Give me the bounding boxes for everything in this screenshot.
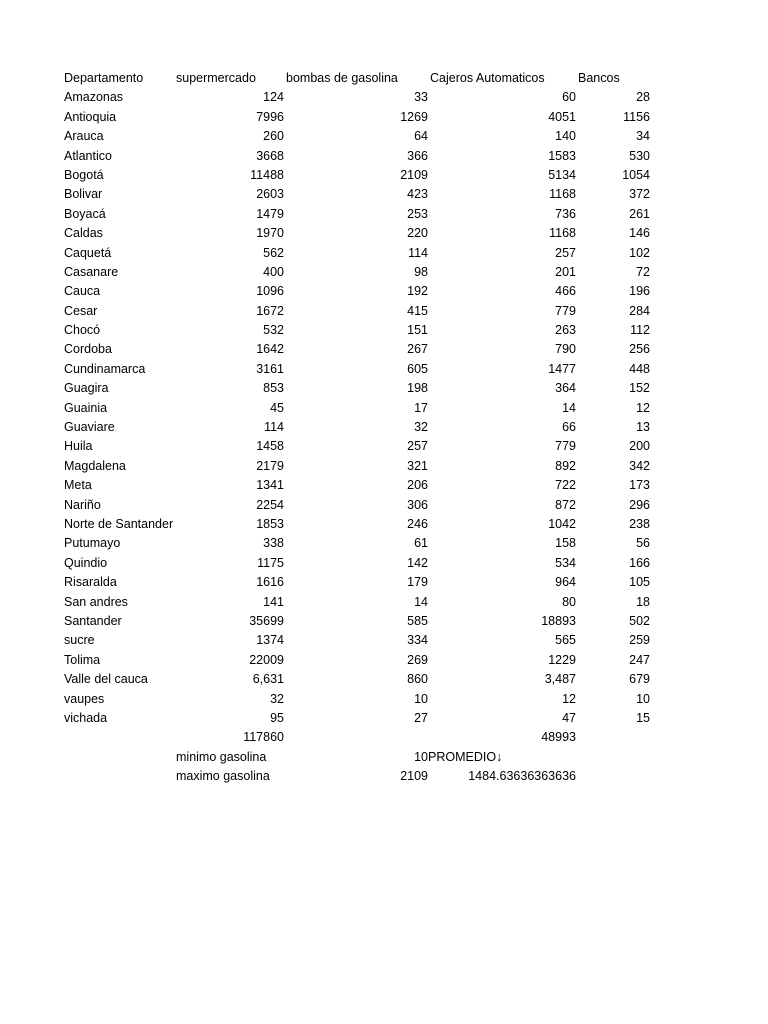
table-row (64, 263, 664, 282)
promedio-value: 1484.63636363636 (468, 769, 576, 784)
cell-bombas: 27 (414, 710, 428, 725)
cell-bancos: 247 (629, 652, 650, 667)
table-row (64, 185, 664, 204)
cell-departamento: Cordoba (64, 342, 112, 357)
cell-bombas: 114 (408, 245, 428, 260)
cell-bancos: 1156 (623, 109, 650, 124)
cell-bombas: 198 (407, 381, 428, 396)
cell-bancos: 13 (636, 420, 650, 435)
cell-bancos: 372 (629, 187, 650, 202)
cell-bombas: 64 (414, 129, 428, 144)
cell-departamento: Boyacá (64, 206, 106, 221)
cell-bombas: 2109 (400, 167, 428, 182)
table-row (64, 651, 664, 670)
max-value: 2109 (400, 769, 428, 784)
cell-bombas: 267 (407, 342, 428, 357)
cell-cajeros: 1583 (548, 148, 576, 163)
cell-departamento: Bogotá (64, 167, 104, 182)
table-row (64, 127, 664, 146)
cell-bancos: 34 (636, 129, 650, 144)
cell-bombas: 366 (407, 148, 428, 163)
table-row (64, 670, 664, 689)
cell-cajeros: 722 (555, 478, 576, 493)
cell-bancos: 72 (636, 264, 650, 279)
cell-bancos: 1054 (622, 167, 650, 182)
cell-supermercado: 114 (264, 420, 284, 435)
cell-bombas: 33 (414, 90, 428, 105)
cell-supermercado: 3668 (256, 148, 284, 163)
cell-bancos: 10 (636, 691, 650, 706)
cell-bancos: 238 (629, 516, 650, 531)
cell-supermercado: 1616 (256, 575, 284, 590)
cell-departamento: Amazonas (64, 90, 124, 105)
cell-departamento: Norte de Santander (64, 516, 174, 531)
cell-bancos: 259 (629, 633, 650, 648)
cell-supermercado: 1479 (256, 206, 284, 221)
cell-departamento: sucre (64, 633, 95, 648)
cell-bancos: 146 (629, 226, 650, 241)
cell-departamento: Bolivar (64, 187, 103, 202)
cell-bancos: 502 (629, 613, 650, 628)
table-row (64, 399, 664, 418)
cell-departamento: Chocó (64, 323, 101, 338)
table-row (64, 515, 664, 534)
cell-cajeros: 1168 (549, 187, 576, 202)
cell-supermercado: 1458 (256, 439, 284, 454)
cell-cajeros: 14 (562, 400, 576, 415)
cell-supermercado: 45 (270, 400, 284, 415)
cell-bombas: 415 (407, 303, 428, 318)
cell-supermercado: 2603 (256, 187, 284, 202)
cell-bombas: 206 (407, 478, 428, 493)
cell-cajeros: 5134 (548, 167, 576, 182)
cell-bombas: 61 (414, 536, 428, 551)
table-row (64, 437, 664, 456)
cell-supermercado: 1374 (256, 633, 284, 648)
cell-cajeros: 892 (555, 458, 576, 473)
total-cajeros: 48993 (541, 730, 576, 745)
cell-cajeros: 18893 (541, 613, 576, 628)
cell-bancos: 196 (629, 284, 650, 299)
cell-supermercado: 1096 (256, 284, 284, 299)
min-row (64, 748, 664, 767)
cell-supermercado: 1175 (257, 555, 284, 570)
cell-supermercado: 260 (263, 129, 284, 144)
table-row (64, 457, 664, 476)
cell-departamento: Quindio (64, 555, 108, 570)
table-row (64, 476, 664, 495)
cell-departamento: Cundinamarca (64, 361, 146, 376)
cell-cajeros: 736 (555, 206, 576, 221)
cell-departamento: vaupes (64, 691, 105, 706)
cell-bancos: 112 (630, 323, 650, 338)
cell-cajeros: 60 (562, 90, 576, 105)
cell-supermercado: 95 (270, 710, 284, 725)
cell-bombas: 179 (407, 575, 428, 590)
cell-bombas: 1269 (400, 109, 428, 124)
cell-bancos: 256 (629, 342, 650, 357)
cell-supermercado: 853 (263, 381, 284, 396)
cell-departamento: Putumayo (64, 536, 121, 551)
cell-bombas: 220 (407, 226, 428, 241)
cell-bombas: 32 (414, 420, 428, 435)
total-supermercado: 117860 (243, 730, 284, 745)
cell-bombas: 151 (407, 323, 428, 338)
cell-cajeros: 257 (555, 245, 576, 260)
cell-departamento: Guaviare (64, 420, 115, 435)
cell-departamento: Guagira (64, 381, 109, 396)
cell-bombas: 269 (407, 652, 428, 667)
cell-bancos: 284 (629, 303, 650, 318)
cell-departamento: Caldas (64, 226, 103, 241)
cell-cajeros: 66 (562, 420, 576, 435)
cell-departamento: Valle del cauca (64, 672, 148, 687)
cell-supermercado: 141 (263, 594, 284, 609)
cell-bancos: 342 (629, 458, 650, 473)
table-body (64, 88, 664, 728)
cell-cajeros: 201 (555, 264, 576, 279)
table-row (64, 554, 664, 573)
cell-departamento: Tolima (64, 652, 101, 667)
cell-cajeros: 12 (562, 691, 576, 706)
cell-bancos: 105 (629, 575, 650, 590)
cell-bombas: 192 (407, 284, 428, 299)
cell-bombas: 10 (414, 691, 428, 706)
cell-departamento: Guainia (64, 400, 108, 415)
cell-departamento: Atlantico (64, 148, 112, 163)
header-departamento: Departamento (64, 71, 144, 85)
cell-bombas: 253 (407, 206, 428, 221)
table-row (64, 573, 664, 592)
cell-supermercado: 1853 (256, 516, 284, 531)
cell-supermercado: 1341 (256, 478, 284, 493)
header-supermercado: supermercado (176, 71, 256, 85)
cell-departamento: Risaralda (64, 575, 117, 590)
cell-supermercado: 338 (263, 536, 284, 551)
cell-supermercado: 124 (263, 90, 284, 105)
cell-cajeros: 263 (555, 323, 576, 338)
table-row (64, 593, 664, 612)
cell-departamento: Nariño (64, 497, 101, 512)
cell-cajeros: 47 (562, 710, 576, 725)
cell-bombas: 14 (414, 594, 428, 609)
cell-departamento: Santander (64, 613, 122, 628)
table-row (64, 205, 664, 224)
cell-cajeros: 466 (555, 284, 576, 299)
table-row (64, 418, 664, 437)
cell-bombas: 321 (407, 458, 428, 473)
cell-supermercado: 6,631 (252, 672, 284, 687)
cell-departamento: Casanare (64, 264, 119, 279)
cell-bancos: 173 (629, 478, 650, 493)
cell-bombas: 257 (407, 439, 428, 454)
cell-bombas: 860 (407, 672, 428, 687)
cell-bancos: 166 (629, 555, 650, 570)
cell-cajeros: 779 (555, 303, 576, 318)
cell-departamento: Antioquia (64, 109, 117, 124)
cell-bancos: 296 (629, 497, 650, 512)
table-row (64, 321, 664, 340)
table-row (64, 147, 664, 166)
cell-supermercado: 1970 (256, 226, 284, 241)
cell-cajeros: 80 (562, 594, 576, 609)
cell-supermercado: 32 (270, 691, 284, 706)
cell-departamento: Meta (64, 478, 92, 493)
cell-cajeros: 964 (555, 575, 576, 590)
header-bombas: bombas de gasolina (286, 71, 398, 85)
cell-cajeros: 565 (555, 633, 576, 648)
cell-cajeros: 1477 (548, 361, 576, 376)
cell-supermercado: 1672 (256, 303, 284, 318)
cell-supermercado: 400 (263, 264, 284, 279)
table-row (64, 282, 664, 301)
cell-bombas: 17 (414, 400, 428, 415)
cell-supermercado: 7996 (256, 109, 284, 124)
cell-bancos: 200 (629, 439, 650, 454)
table-row (64, 88, 664, 107)
cell-bancos: 152 (629, 381, 650, 396)
cell-supermercado: 22009 (249, 652, 284, 667)
table-row (64, 496, 664, 515)
max-label: maximo gasolina (176, 769, 270, 784)
table-row (64, 166, 664, 185)
cell-cajeros: 779 (555, 439, 576, 454)
cell-bombas: 423 (407, 187, 428, 202)
min-value: 10 (414, 749, 428, 764)
cell-bombas: 306 (407, 497, 428, 512)
cell-bancos: 679 (629, 672, 650, 687)
table-row (64, 224, 664, 243)
cell-departamento: Cesar (64, 303, 98, 318)
cell-departamento: San andres (64, 594, 128, 609)
cell-cajeros: 140 (555, 129, 576, 144)
promedio-label: PROMEDIO↓ (428, 749, 503, 764)
cell-cajeros: 4051 (548, 109, 576, 124)
table-row (64, 709, 664, 728)
cell-cajeros: 534 (555, 555, 576, 570)
cell-cajeros: 158 (555, 536, 576, 551)
cell-bombas: 246 (407, 516, 428, 531)
table-row (64, 534, 664, 553)
cell-supermercado: 3161 (256, 361, 284, 376)
cell-bombas: 585 (407, 613, 428, 628)
table-row (64, 690, 664, 709)
cell-cajeros: 1168 (549, 226, 576, 241)
cell-bombas: 98 (414, 264, 428, 279)
cell-bancos: 530 (629, 148, 650, 163)
cell-bombas: 334 (407, 633, 428, 648)
cell-cajeros: 1229 (548, 652, 576, 667)
totals-row (64, 728, 664, 747)
cell-departamento: Cauca (64, 284, 101, 299)
cell-departamento: Caquetá (64, 245, 112, 260)
cell-bancos: 28 (636, 90, 650, 105)
spreadsheet (64, 69, 664, 786)
cell-bancos: 261 (629, 206, 650, 221)
cell-supermercado: 532 (263, 323, 284, 338)
cell-bombas: 142 (407, 555, 428, 570)
cell-supermercado: 2254 (256, 497, 284, 512)
header-row (64, 69, 664, 88)
table-row (64, 379, 664, 398)
cell-cajeros: 1042 (548, 516, 576, 531)
cell-bombas: 605 (407, 361, 428, 376)
cell-supermercado: 1642 (256, 342, 284, 357)
cell-supermercado: 35699 (249, 613, 284, 628)
max-row (64, 767, 664, 786)
cell-departamento: Arauca (64, 129, 104, 144)
cell-bancos: 18 (636, 594, 650, 609)
table-row (64, 631, 664, 650)
table-row (64, 612, 664, 631)
cell-bancos: 102 (629, 245, 650, 260)
table-row (64, 244, 664, 263)
cell-bancos: 56 (636, 536, 650, 551)
cell-cajeros: 364 (555, 381, 576, 396)
cell-supermercado: 562 (263, 245, 284, 260)
cell-departamento: Magdalena (64, 458, 126, 473)
cell-cajeros: 3,487 (544, 672, 576, 687)
cell-bancos: 448 (629, 361, 650, 376)
cell-departamento: vichada (64, 710, 108, 725)
table-row (64, 108, 664, 127)
cell-cajeros: 872 (555, 497, 576, 512)
header-cajeros: Cajeros Automaticos (430, 71, 545, 85)
table-row (64, 360, 664, 379)
cell-bancos: 12 (636, 400, 650, 415)
table-row (64, 302, 664, 321)
header-bancos: Bancos (578, 71, 620, 85)
cell-cajeros: 790 (555, 342, 576, 357)
cell-departamento: Huila (64, 439, 93, 454)
min-label: minimo gasolina (176, 749, 267, 764)
table-row (64, 340, 664, 359)
cell-supermercado: 2179 (256, 458, 284, 473)
cell-supermercado: 11488 (250, 167, 284, 182)
cell-bancos: 15 (636, 710, 650, 725)
